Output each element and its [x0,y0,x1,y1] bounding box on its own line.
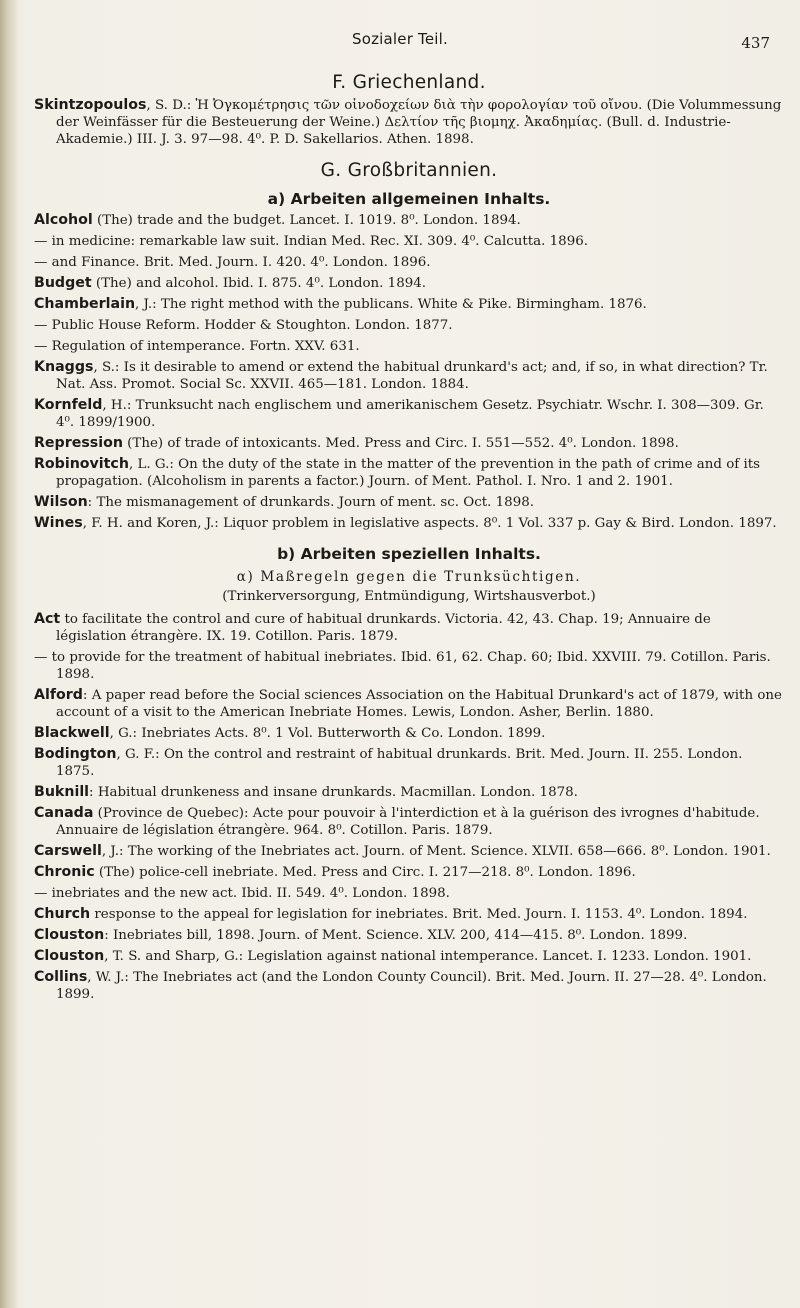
section-title-grossbritannien: G. Großbritannien. [320,160,498,181]
bibliography-entry [34,359,784,393]
entry-text: , S. D.: Ἡ Ὀγκομέτρησις τῶν οἰνοδοχείων διὰ τὴν φορολογίαν τοῦ οἴνου. (Die Volummessung der Weinfässer für die Besteuerung der Weine.) Δελτίον τῆς βιομηχ. Ἀκαδημίας. (Bull. d. Industrie-Akademie.) III. J. 3. 97—98. 4⁰. P. D. Sakellarios. Athen. 1898. [56,98,782,147]
section-title-griechenland: F. Griechenland. [332,72,486,93]
entry-text: (The) police-cell inebriate. Med. Press and Circ. I. 217—218. 8⁰. London. 1896. [94,865,636,880]
bibliography-entry [34,746,784,780]
entry-author: Chamberlain [34,296,136,312]
entry-author: Kornfeld [34,397,103,413]
entry-text: , G. F.: On the control and restraint of habitual drunkards. Brit. Med. Journ. II. 255. London. 1875. [56,747,743,779]
entry-author: Chronic [34,864,95,880]
bibliography-entry [34,296,784,313]
bibliography-entry [34,864,784,881]
entry-text: , H.: Trunksucht nach englischem und amerikanischem Gesetz. Psychiatr. Wschr. I. 308—309. Gr. 4⁰. 1899/1900. [56,398,764,430]
subsubsection-title-alpha: α) Maßregeln gegen die Trunksüchtigen. [236,569,582,585]
entry-text: to facilitate the control and cure of habitual drunkards. Victoria. 42, 43. Chap. 19; Annuaire de législation étrangère. IX. 19. Cotillon. Paris. 1879. [56,612,711,644]
bibliography-entry [34,611,784,645]
bibliography-entry [34,338,784,355]
entry-text: , J.: The right method with the publicans. White & Pike. Birmingham. 1876. [135,297,647,312]
entry-text: — inebriates and the new act. Ibid. II. 549. 4⁰. London. 1898. [34,886,450,901]
entry-text: : Habitual drunkeness and insane drunkards. Macmillan. London. 1878. [89,785,578,800]
entry-text: (Province de Quebec): Acte pour pouvoir à l'interdiction et à la guérison des ivrognes d'habitude. Annuaire de législation étrangère. 964. 8⁰. Cotillon. Paris. 1879. [56,806,760,838]
entry-list-griechenland [34,97,784,148]
bibliography-entry [34,885,784,902]
bibliography-entry [34,969,784,1003]
bibliography-entry [34,927,784,944]
subsubsection-note: (Trinkerversorgung, Entmündigung, Wirtshausverbot.) [222,589,596,604]
entry-text: , G.: Inebriates Acts. 8⁰. 1 Vol. Butterworth & Co. London. 1899. [109,726,546,741]
entry-author: Collins [34,969,88,985]
entry-text: — Regulation of intemperance. Fortn. XXV. 631. [34,339,360,354]
bibliography-entry [34,649,784,683]
entry-text: — Public House Reform. Hodder & Stoughton. London. 1877. [34,318,453,333]
entry-text: , S.: Is it desirable to amend or extend the habitual drunkard's act; and, if so, in what direction? Tr. Nat. Ass. Promot. Social Sc. XXVII. 465—181. London. 1884. [56,360,768,392]
bibliography-entry [34,515,784,532]
entry-text: response to the appeal for legislation for inebriates. Brit. Med. Journ. I. 1153. 4⁰. London. 1894. [90,907,748,922]
subsection-title-a: a) Arbeiten allgemeinen Inhalts. [267,190,551,208]
entry-author: Act [34,611,61,627]
entry-author: Budget [34,275,92,291]
entry-author: Wines [34,515,83,531]
entry-text: (The) of trade of intoxicants. Med. Press and Circ. I. 551—552. 4⁰. London. 1898. [122,436,679,451]
bibliography-entry [34,397,784,431]
entry-author: Canada [34,805,94,821]
bibliography-entry [34,948,784,965]
bibliography-entry [34,784,784,801]
entry-author: Blackwell [34,725,110,741]
entry-author: Robinovitch [34,456,129,472]
bibliography-entry [34,725,784,742]
entry-text: , T. S. and Sharp, G.: Legislation against national intemperance. Lancet. I. 1233. London. 1901. [104,949,752,964]
entry-text: , J.: The working of the Inebriates act. Journ. of Ment. Science. XLVII. 658—666. 8⁰. London. 1901. [101,844,771,859]
entry-author: Buknill [34,784,90,800]
bibliography-entry [34,97,784,148]
entry-author: Clouston [34,927,105,943]
entry-text: : A paper read before the Social sciences Association on the Habitual Drunkard's act of 1879, with one account of a visit to the American Inebriate Homes. Lewis, London. Asher, Berlin. 1880. [56,688,782,720]
running-head-title: Sozialer Teil. [351,30,448,48]
bibliography-entry [34,275,784,292]
bibliography-entry [34,233,784,250]
entry-list-general [34,212,784,532]
bibliography-entry [34,456,784,490]
entry-text: , W. J.: The Inebriates act (and the London County Council). Brit. Med. Journ. II. 27—28. 4⁰. London. 1899. [56,970,767,1002]
bibliography-content [34,74,784,1007]
running-head [0,30,800,54]
bibliography-entry [34,435,784,452]
entry-text: (The) trade and the budget. Lancet. I. 1019. 8⁰. London. 1894. [92,213,521,228]
entry-list-special [34,611,784,1003]
entry-text: — to provide for the treatment of habitual inebriates. Ibid. 61, 62. Chap. 60; Ibid. XXVIII. 79. Cotillon. Paris. 1898. [34,650,771,682]
entry-text: — and Finance. Brit. Med. Journ. I. 420. 4⁰. London. 1896. [34,255,431,270]
bibliography-entry [34,254,784,271]
entry-text: : Inebriates bill, 1898. Journ. of Ment. Science. XLV. 200, 414—415. 8⁰. London. 1899. [104,928,688,943]
bibliography-entry [34,805,784,839]
bibliography-entry [34,494,784,511]
entry-author: Carswell [34,843,102,859]
entry-author: Alford [34,687,83,703]
entry-author: Wilson [34,494,88,510]
entry-author: Knaggs [34,359,94,375]
page-number: 437 [741,34,770,52]
entry-author: Skintzopoulos [34,97,147,113]
bibliography-entry [34,843,784,860]
entry-text: : The mismanagement of drunkards. Journ of ment. sc. Oct. 1898. [87,495,534,510]
subsection-title-b: b) Arbeiten speziellen Inhalts. [277,545,541,563]
entry-author: Alcohol [34,212,93,228]
bibliography-entry [34,212,784,229]
bibliography-entry [34,906,784,923]
bibliography-entry [34,317,784,334]
entry-author: Church [34,906,91,922]
entry-text: (The) and alcohol. Ibid. I. 875. 4⁰. London. 1894. [91,276,427,291]
entry-text: , L. G.: On the duty of the state in the matter of the prevention in the path of crime and of its propagation. (Alcoholism in parents a factor.) Journ. of Ment. Pathol. I. Nro. 1 and 2. 1901. [56,457,761,489]
entry-text: , F. H. and Koren, J.: Liquor problem in legislative aspects. 8⁰. 1 Vol. 337 p. Gay & Bird. London. 1897. [82,516,777,531]
entry-author: Clouston [34,948,105,964]
page-gutter-shadow [0,0,18,1308]
bibliography-entry [34,687,784,721]
entry-author: Bodington [34,746,117,762]
entry-author: Repression [34,435,123,451]
entry-text: — in medicine: remarkable law suit. Indian Med. Rec. XI. 309. 4⁰. Calcutta. 1896. [34,234,588,249]
